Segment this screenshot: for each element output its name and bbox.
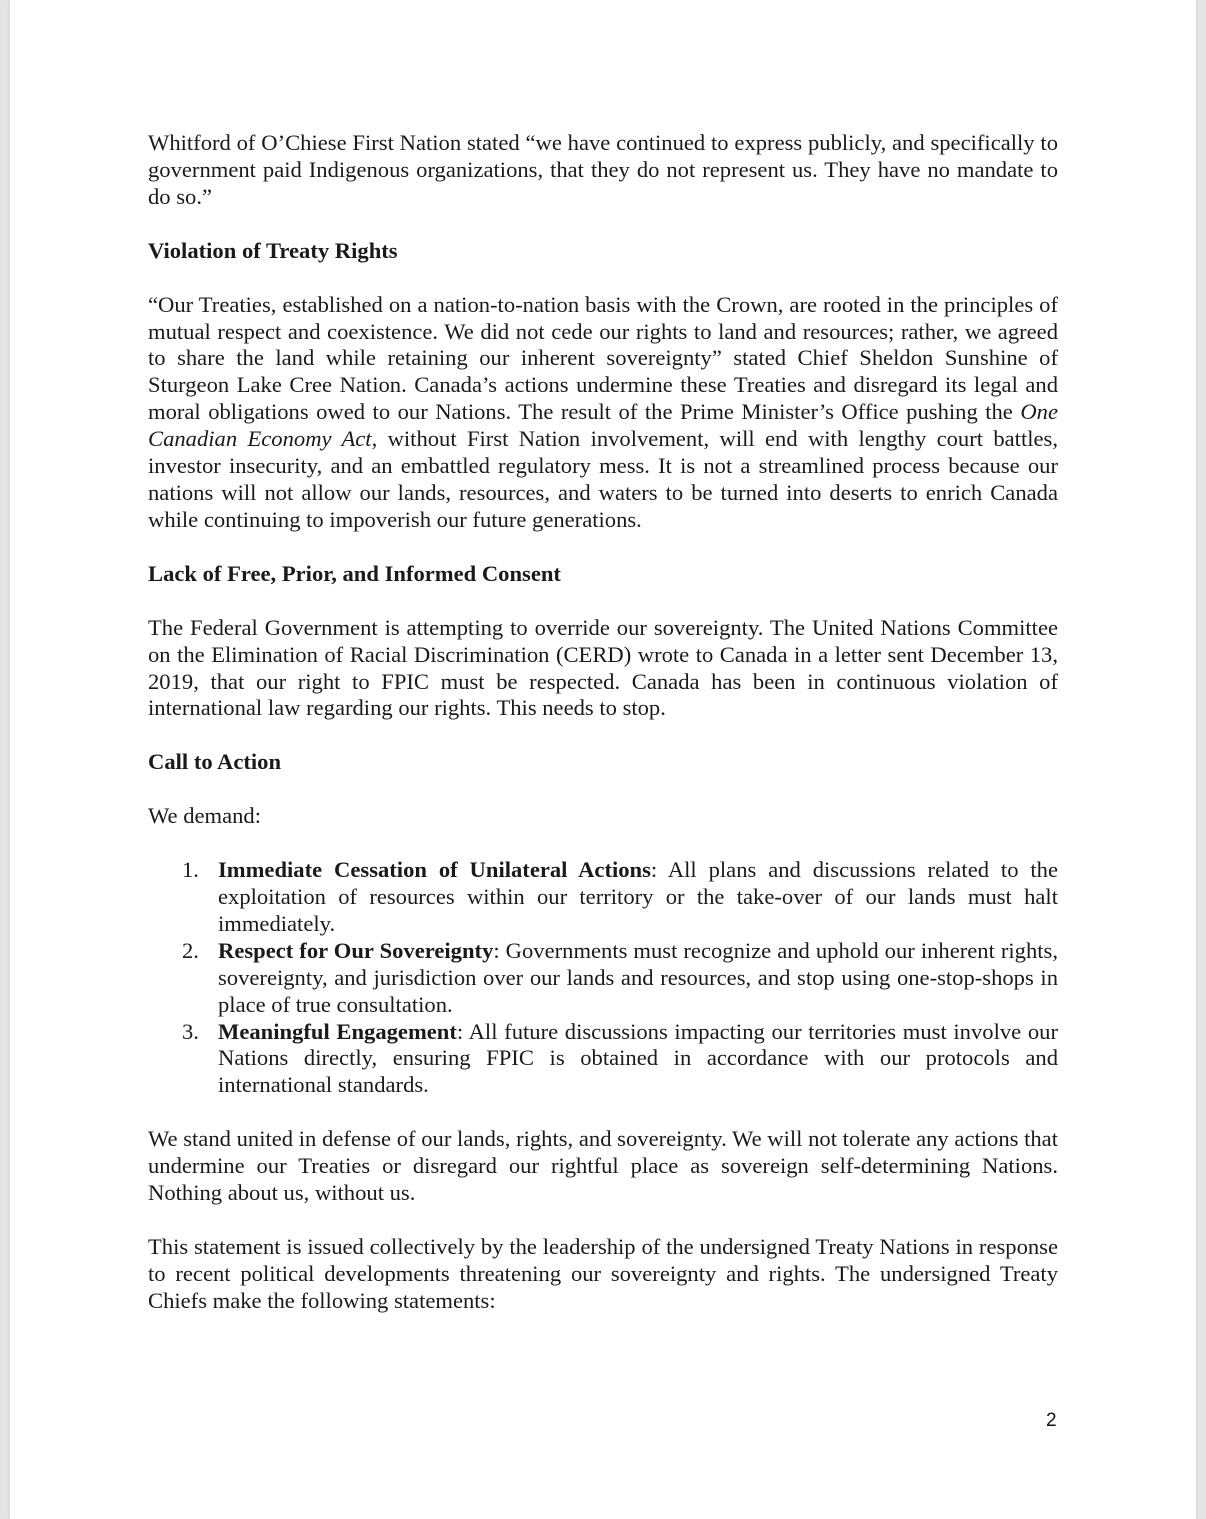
treaty-rights-text-part1: “Our Treaties, established on a nation-to-nation basis with the Crown, are rooted in the principles of mutual respect and coexistence. We did not cede our rights to land and resources; rather, we agreed to share the land while retaining our inherent sovereignty” stated Chief Sheldon Sunshine of Sturgeon Lake Cree Nation. Canada’s actions undermine these Treaties and disregard its legal and moral obligations owed to our Nations. The result of the Prime Minister’s Office pushing the [148,291,1058,425]
document-page [10,0,1196,1519]
demand-item [182,937,1058,1019]
act-title-italic: One Canadian Economy Act [148,399,1058,452]
page-number: 2 [1046,1410,1057,1431]
spacer [148,776,1058,803]
spacer [148,211,1058,238]
statement-paragraph: This statement is issued collectively by the leadership of the undersigned Treaty Nations in response to recent political developments threatening our sovereignty and rights. The undersigned Treaty Chiefs make the following statements: [148,1234,1058,1313]
demand-number: 1. [182,857,199,883]
demand-item [182,857,1058,938]
intro-paragraph: Whitford of O’Chiese First Nation stated “we have continued to express publicly, and specifically to government paid Indigenous organizations, that they do not represent us. They have no mandate to do so.” [148,130,1058,209]
treaty-rights-text-part2: , without First Nation involvement, will end with lengthy court battles, investor insecurity, and an embattled regulatory mess. It is not a streamlined process because our nations will not allow our lands, resources, and waters to be turned into deserts to enrich Canada while continuing to impoverish our future generations. [148,426,1058,532]
spacer [148,1099,1058,1126]
spacer [148,1207,1058,1234]
section-heading-treaty-rights: Violation of Treaty Rights [148,237,398,263]
section-heading-fpic: Lack of Free, Prior, and Informed Consent [148,560,561,586]
demand-text: : All plans and discussions related to the exploitation of resources within our territory or the take-over of our lands must halt immediately. [218,857,1058,936]
treaty-rights-paragraph [148,292,1058,534]
demand-number: 2. [182,937,199,963]
spacer [148,830,1058,857]
demand-lead: We demand: [148,803,261,829]
spacer [148,534,1058,561]
demands-list [148,857,1058,1099]
spacer [148,588,1058,615]
demand-title: Immediate Cessation of Unilateral Actions [218,857,651,883]
demand-title: Meaningful Engagement [218,1018,457,1044]
demand-text: : All future discussions impacting our territories must involve our Nations directly, ensuring FPIC is obtained in accordance with our protocols and international standards. [218,1018,1058,1098]
spacer [148,265,1058,292]
page-content [148,130,1058,1315]
demand-number: 3. [182,1018,199,1044]
demand-text: : Governments must recognize and uphold our inherent rights, sovereignty, and jurisdiction over our lands and resources, and stop using one-stop-shops in place of true consultation. [218,937,1058,1017]
spacer [148,722,1058,749]
demand-item [182,1018,1058,1100]
section-heading-call-to-action: Call to Action [148,749,282,775]
fpic-paragraph: The Federal Government is attempting to override our sovereignty. The United Nations Committee on the Elimination of Racial Discrimination (CERD) wrote to Canada in a letter sent December 13, 2019, that our right to FPIC must be respected. Canada has been in continuous violation of international law regarding our rights. This needs to stop. [148,614,1058,721]
closing-paragraph: We stand united in defense of our lands, rights, and sovereignty. We will not tolerate any actions that undermine our Treaties or disregard our rightful place as sovereign self-determining Nations. Nothing about us, without us. [148,1126,1058,1206]
demand-title: Respect for Our Sovereignty [218,937,494,963]
